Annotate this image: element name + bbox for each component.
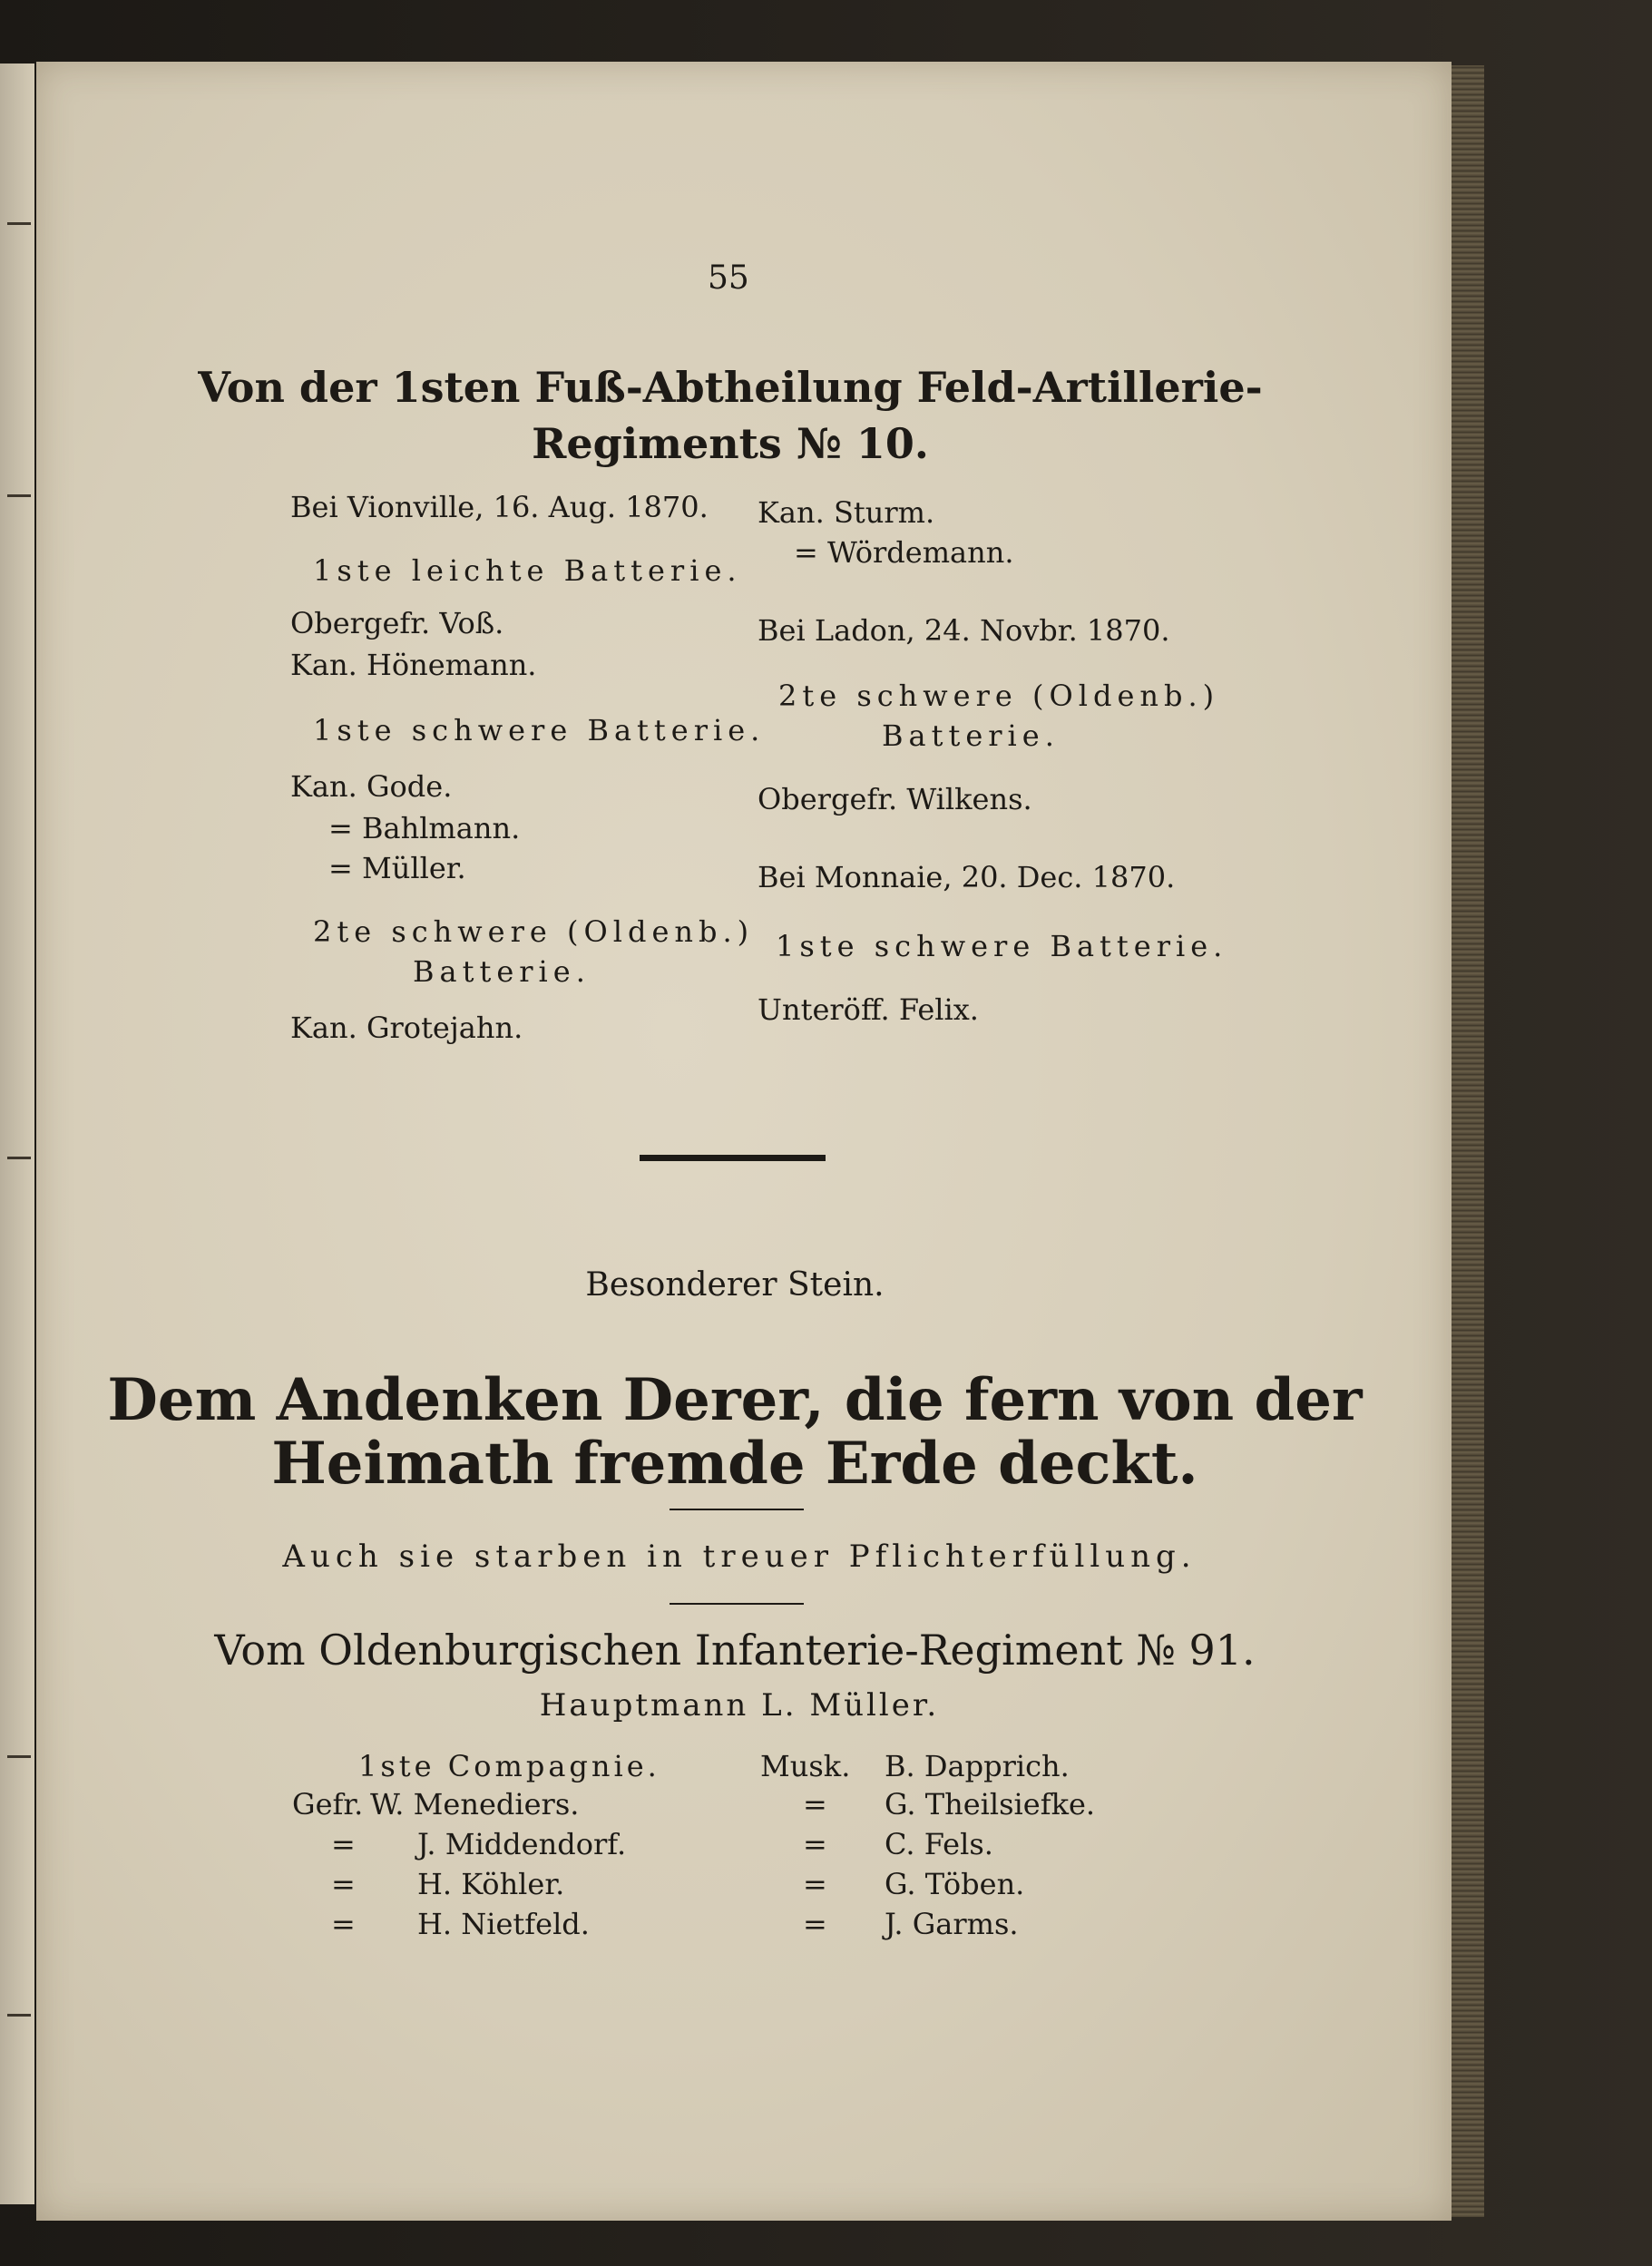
- battery-heading: Batterie.: [413, 954, 591, 989]
- battery-heading: 2te schwere (Oldenb.): [778, 679, 1220, 713]
- soldier-name: = Bahlmann.: [328, 811, 521, 845]
- soldier-name: = Müller.: [328, 851, 466, 885]
- binding-mark: [7, 2014, 31, 2017]
- battery-heading: 1ste schwere Batterie.: [776, 929, 1228, 963]
- list-name: J. Middendorf.: [417, 1827, 627, 1861]
- facing-page-edge: [0, 63, 34, 2204]
- soldier-name: Kan. Sturm.: [758, 495, 935, 530]
- list-rank: =: [331, 1867, 356, 1901]
- soldier-name: Obergefr. Wilkens.: [758, 782, 1032, 816]
- soldier-name: Kan. Gode.: [290, 769, 453, 804]
- section-heading-line2: Regiments № 10.: [532, 419, 929, 468]
- battle-monnaie: Bei Monnaie, 20. Dec. 1870.: [758, 860, 1176, 894]
- section-divider: [640, 1155, 826, 1161]
- section-heading-line1: Von der 1sten Fuß-Abtheilung Feld-Artillerie-: [198, 363, 1263, 412]
- soldier-name: = Wördemann.: [794, 535, 1014, 570]
- captain-name: Hauptmann L. Müller.: [539, 1687, 940, 1724]
- list-rank: =: [803, 1827, 827, 1861]
- regiment-heading: Vom Oldenburgischen Infanterie-Regiment № 91.: [214, 1626, 1256, 1675]
- page-stack-edge: [1452, 65, 1484, 2217]
- list-rank: Gefr.: [292, 1787, 364, 1822]
- page-number: 55: [708, 259, 749, 297]
- battery-heading: 1ste schwere Batterie.: [313, 713, 766, 747]
- soldier-name: Unteröff. Felix.: [758, 992, 979, 1027]
- list-name: G. Theilsiefke.: [885, 1787, 1096, 1822]
- list-rank: =: [803, 1907, 827, 1941]
- list-name: H. Nietfeld.: [417, 1907, 590, 1941]
- battle-ladon: Bei Ladon, 24. Novbr. 1870.: [758, 613, 1170, 648]
- list-rank: =: [331, 1907, 356, 1941]
- thin-rule: [670, 1603, 804, 1605]
- battery-heading: Batterie.: [882, 718, 1060, 753]
- motto: Auch sie starben in treuer Pflichterfüllung.: [282, 1538, 1197, 1575]
- soldier-name: Obergefr. Voß.: [290, 606, 504, 640]
- list-name: B. Dapprich.: [885, 1749, 1070, 1783]
- thin-rule: [670, 1509, 804, 1510]
- soldier-name: Kan. Grotejahn.: [290, 1011, 523, 1045]
- list-rank: Musk.: [760, 1749, 851, 1783]
- list-name: H. Köhler.: [417, 1867, 565, 1901]
- battery-heading: 1ste leichte Batterie.: [313, 553, 742, 588]
- binding-mark: [7, 222, 31, 225]
- battle-vionville: Bei Vionville, 16. Aug. 1870.: [290, 490, 709, 524]
- list-name: J. Garms.: [885, 1907, 1019, 1941]
- list-rank: =: [803, 1787, 827, 1822]
- dedication-line1: Dem Andenken Derer, die fern von der: [107, 1366, 1363, 1434]
- binding-mark: [7, 1157, 31, 1159]
- list-name: W. Menediers.: [370, 1787, 580, 1822]
- binding-mark: [7, 1755, 31, 1758]
- list-name: C. Fels.: [885, 1827, 993, 1861]
- company-heading: 1ste Compagnie.: [358, 1749, 660, 1783]
- dedication-line2: Heimath fremde Erde deckt.: [271, 1430, 1198, 1498]
- subheading: Besonderer Stein.: [585, 1266, 885, 1304]
- soldier-name: Kan. Hönemann.: [290, 648, 537, 682]
- list-name: G. Töben.: [885, 1867, 1025, 1901]
- list-rank: =: [803, 1867, 827, 1901]
- binding-mark: [7, 494, 31, 497]
- list-rank: =: [331, 1827, 356, 1861]
- battery-heading: 2te schwere (Oldenb.): [313, 914, 755, 949]
